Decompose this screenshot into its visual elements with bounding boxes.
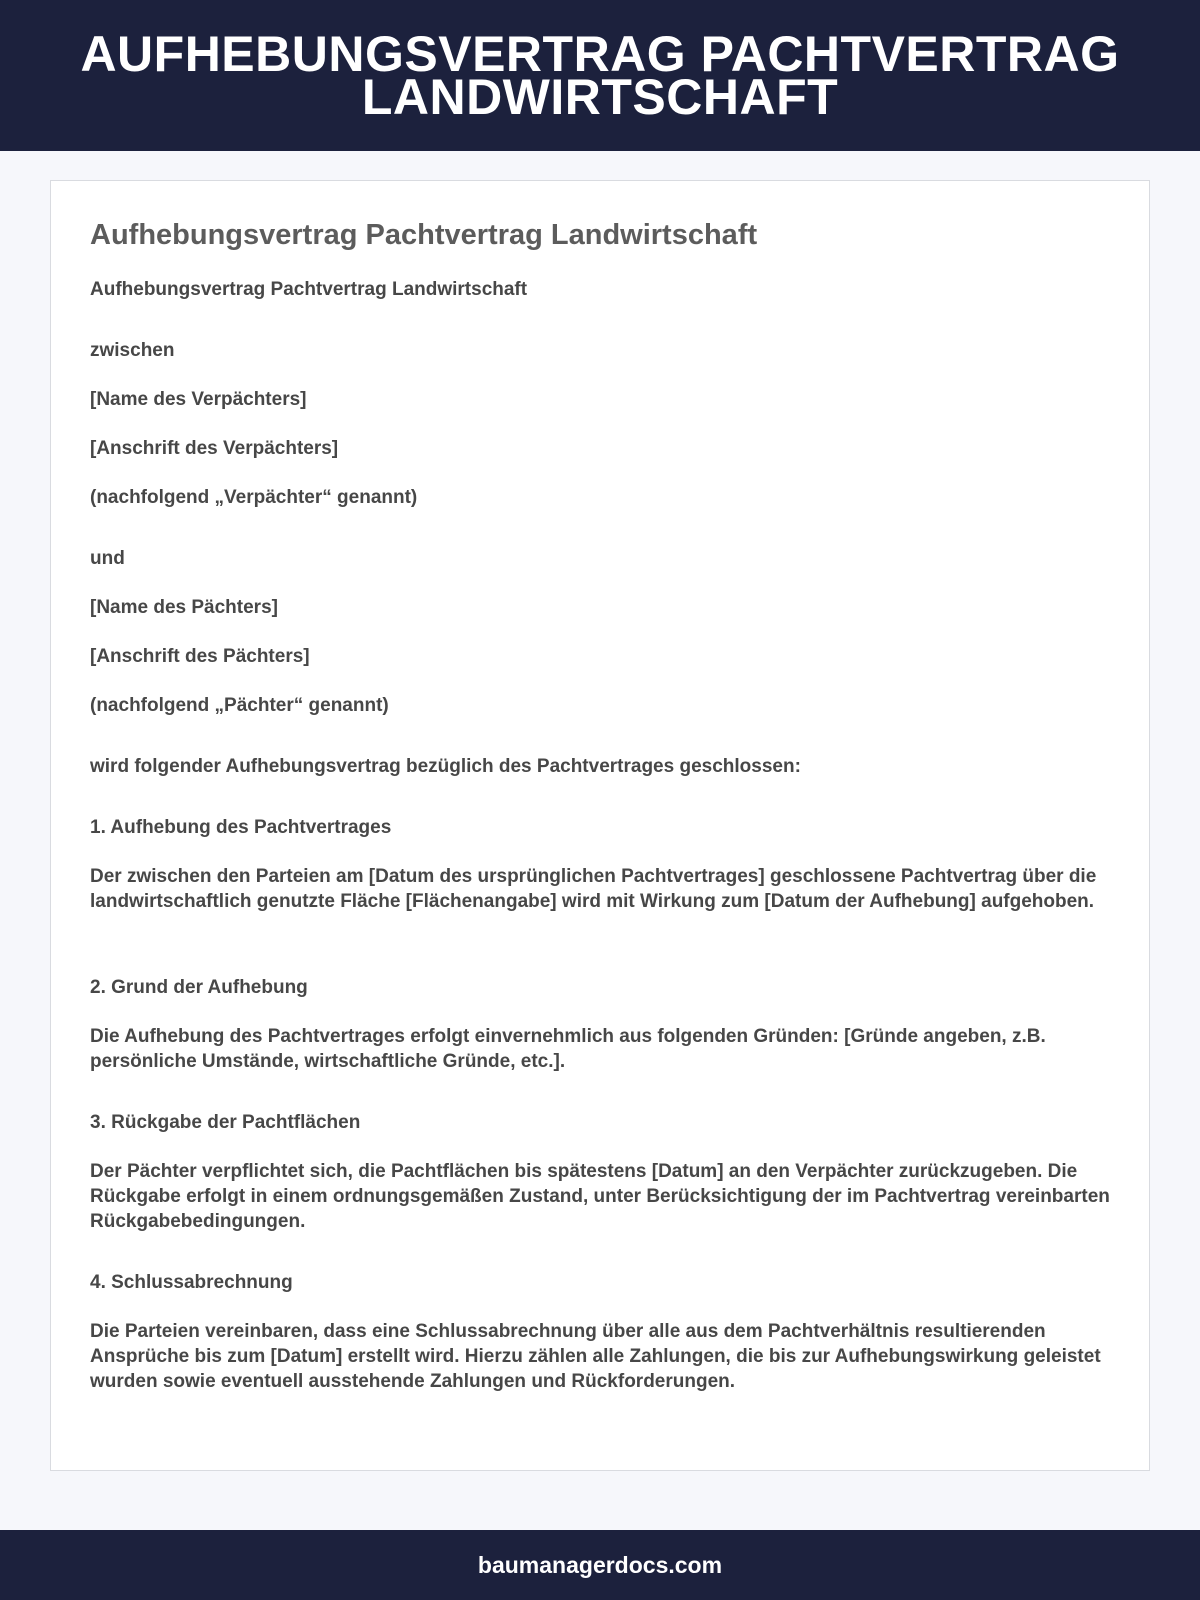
header-title: AUFHEBUNGSVERTRAG PACHTVERTRAG LANDWIRTSCHAFT bbox=[80, 25, 1120, 125]
verpaechter-note: (nachfolgend „Verpächter“ genannt) bbox=[90, 487, 418, 508]
footer-site-link[interactable]: baumanagerdocs.com bbox=[477, 1551, 723, 1578]
section-heading: 3. Rückgabe der Pachtflächen bbox=[90, 1112, 361, 1133]
section-body: Die Aufhebung des Pachtvertrages erfolgt einvernehmlich aus folgenden Gründen: [Gründe angeben, z.B. persönliche Umstände, wirtschaftliche Gründe, etc.]. bbox=[90, 1026, 1046, 1072]
paechter-note: (nachfolgend „Pächter“ genannt) bbox=[90, 695, 389, 716]
zwischen-text: zwischen bbox=[90, 340, 175, 361]
section-body: Der zwischen den Parteien am [Datum des ursprünglichen Pachtvertrages] geschlossene Pachtvertrag über die landwirtschaftlich genutzte Fläche [Flächenangabe] wird mit Wirkung zum [Datum der Aufhebung] aufgehoben. bbox=[90, 866, 1097, 912]
verpaechter-anschrift: [Anschrift des Verpächters] bbox=[90, 438, 339, 459]
section-heading: 2. Grund der Aufhebung bbox=[90, 977, 308, 998]
section-body: Der Pächter verpflichtet sich, die Pachtflächen bis spätestens [Datum] an den Verpächter zurückzugeben. Die Rückgabe erfolgt in einem ordnungsgemäßen Zustand, unter Berücksichtigung der im Pachtvertrag vereinbarten Rückgabebedingungen. bbox=[90, 1161, 1110, 1232]
document-subtitle: Aufhebungsvertrag Pachtvertrag Landwirtschaft bbox=[90, 279, 528, 300]
section-heading: 1. Aufhebung des Pachtvertrages bbox=[90, 817, 392, 838]
page-header bbox=[0, 0, 1200, 151]
paechter-anschrift: [Anschrift des Pächters] bbox=[90, 646, 310, 667]
section-heading: 4. Schlussabrechnung bbox=[90, 1272, 293, 1293]
document-title: Aufhebungsvertrag Pachtvertrag Landwirtschaft bbox=[90, 219, 758, 251]
document-card bbox=[50, 180, 1150, 1471]
intro-text: wird folgender Aufhebungsvertrag bezüglich des Pachtvertrages geschlossen: bbox=[90, 756, 801, 777]
section-body: Die Parteien vereinbaren, dass eine Schlussabrechnung über alle aus dem Pachtverhältnis resultierenden Ansprüche bis zum [Datum] erstellt wird. Hierzu zählen alle Zahlungen, die bis zur Aufhebungswirkung geleistet wurden sowie eventuell ausstehende Zahlungen und Rückforderungen. bbox=[90, 1321, 1101, 1392]
page-footer bbox=[0, 1530, 1200, 1600]
paechter-name: [Name des Pächters] bbox=[90, 597, 278, 618]
verpaechter-name: [Name des Verpächters] bbox=[90, 389, 307, 410]
und-text: und bbox=[90, 548, 125, 569]
